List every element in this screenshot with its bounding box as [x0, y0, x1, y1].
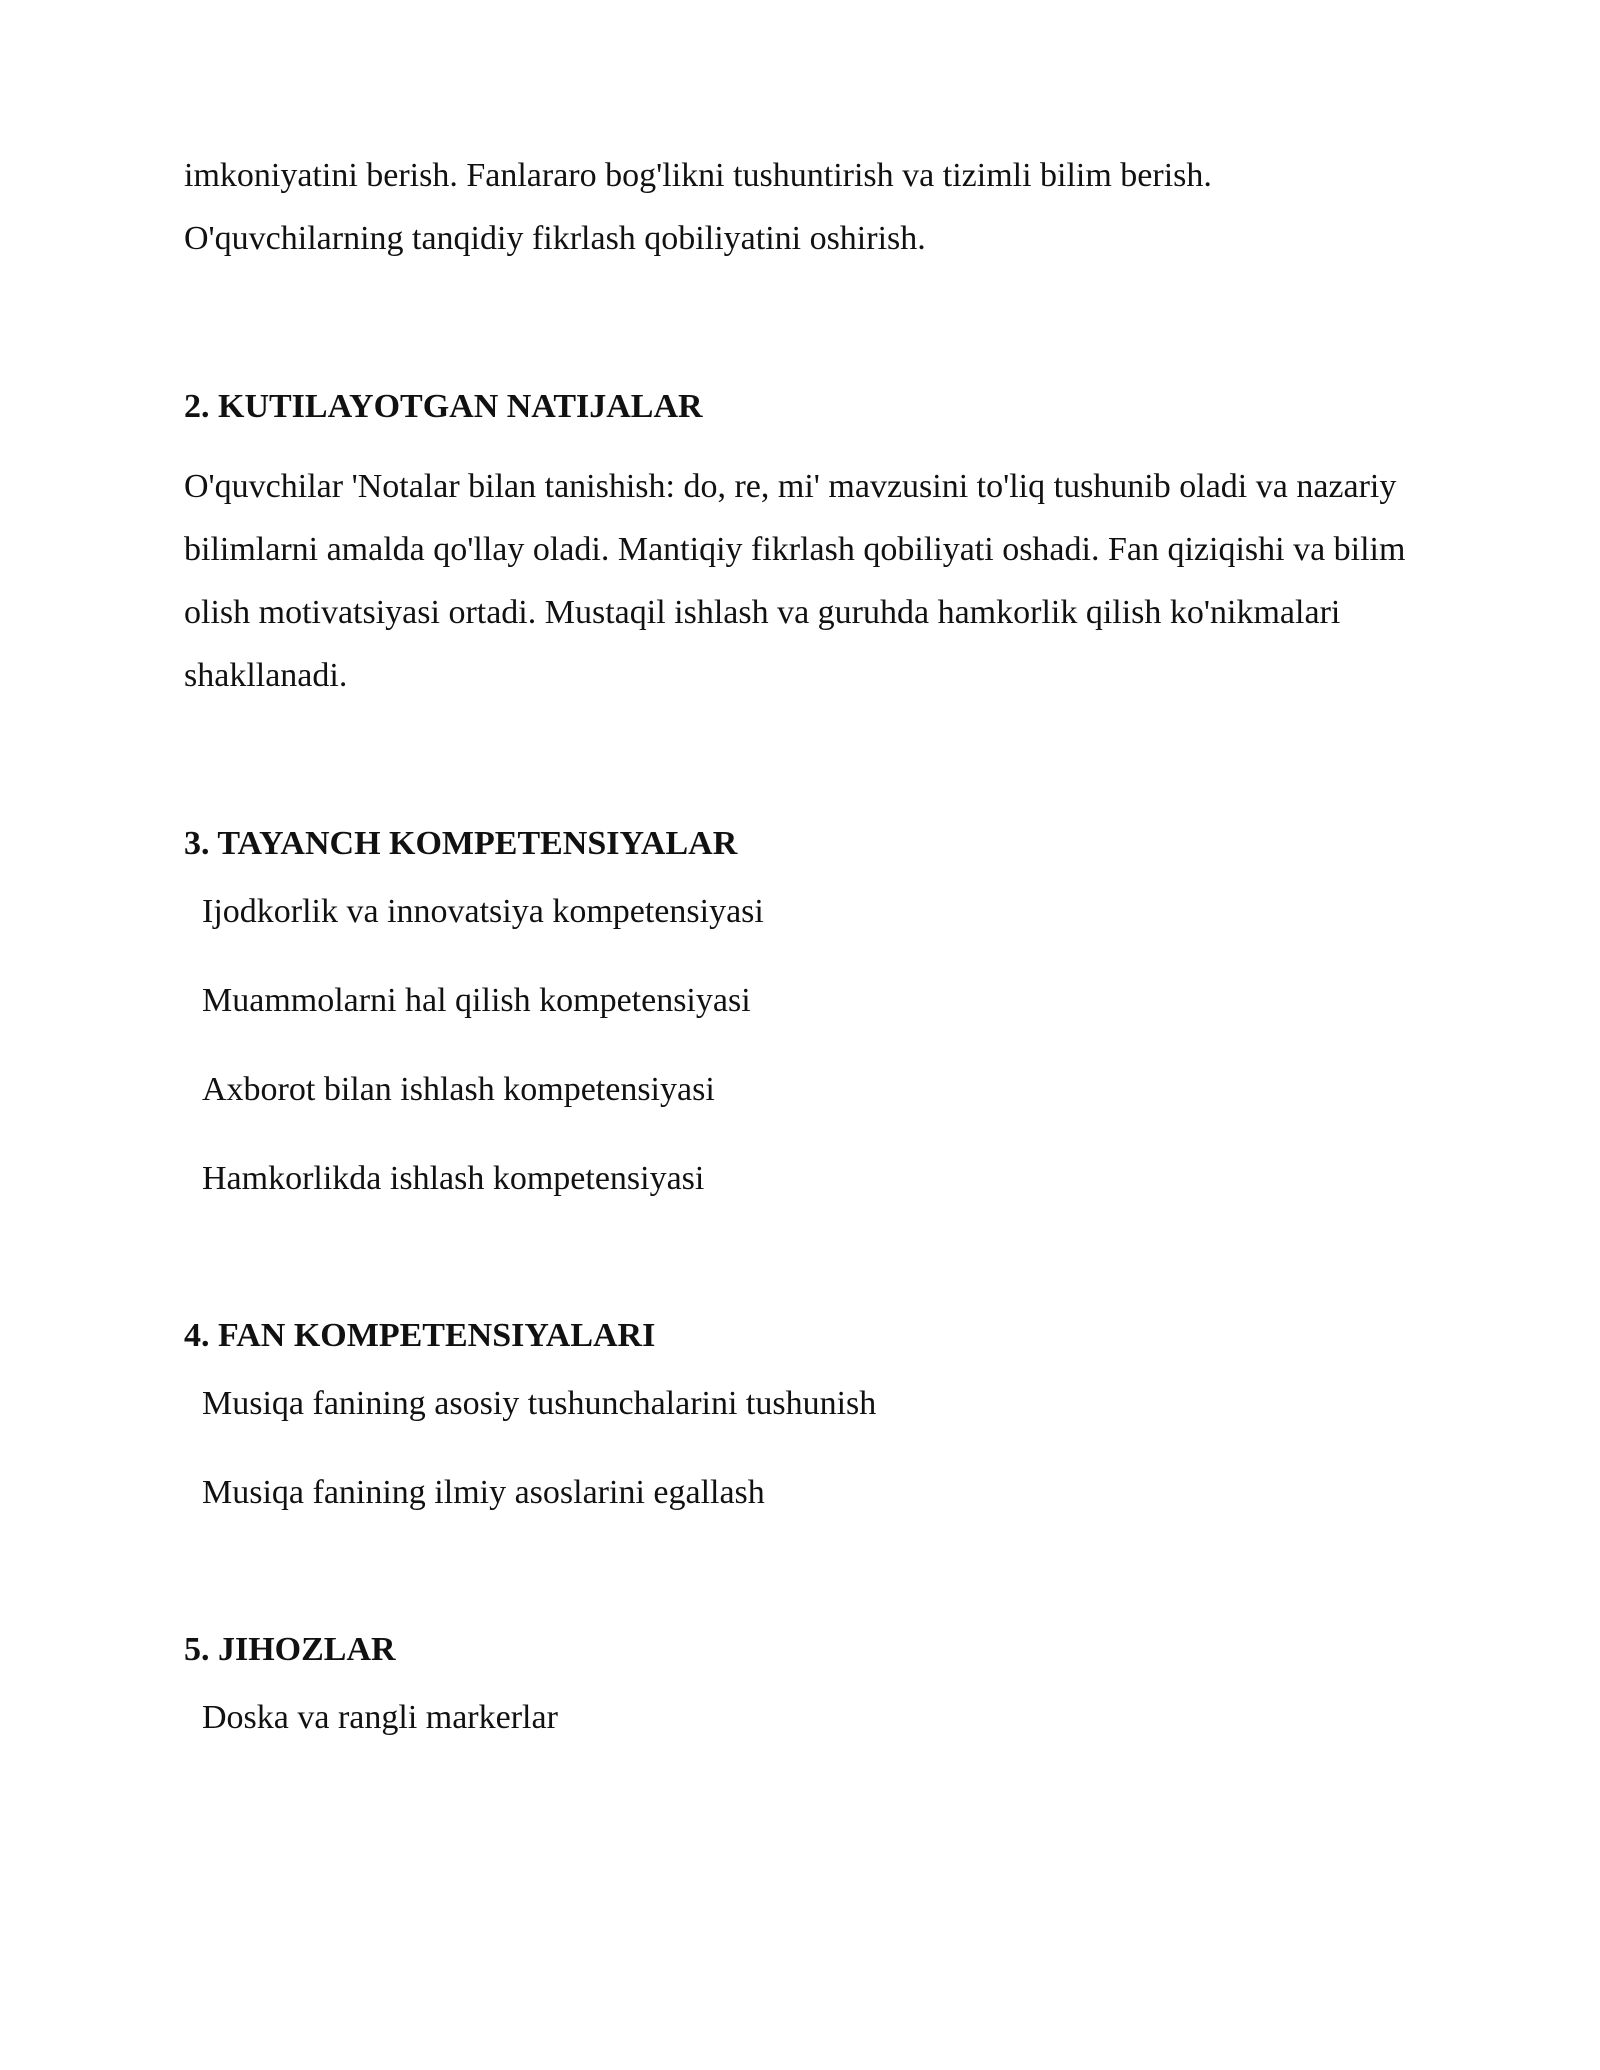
list-item: Musiqa fanining ilmiy asoslarini egallash — [202, 1474, 765, 1511]
section-heading: 4. FAN KOMPETENSIYALARI — [184, 1317, 656, 1354]
intro-paragraph — [184, 144, 1424, 270]
section-heading: 3. TAYANCH KOMPETENSIYALAR — [184, 825, 738, 862]
section-expected-results — [184, 387, 1424, 707]
subject-competencies-list — [184, 1384, 1424, 1513]
core-competencies-list — [184, 892, 1424, 1199]
section-equipment — [184, 1630, 1424, 1738]
section-heading: 2. KUTILAYOTGAN NATIJALAR — [184, 388, 703, 425]
list-item: Axborot bilan ishlash kompetensiyasi — [202, 1071, 715, 1108]
equipment-list — [184, 1698, 1424, 1738]
section-core-competencies — [184, 824, 1424, 1199]
list-item: Doska va rangli markerlar — [202, 1699, 558, 1736]
intro-line-2: O'quvchilarning tanqidiy fikrlash qobiliyatini oshirish. — [184, 220, 926, 257]
list-item: Musiqa fanining asosiy tushunchalarini tushunish — [202, 1385, 877, 1422]
section-subject-competencies — [184, 1316, 1424, 1513]
document-content — [184, 144, 1424, 1738]
intro-line-1: imkoniyatini berish. Fanlararo bog'likni tushuntirish va tizimli bilim berish. — [184, 157, 1212, 194]
expected-results-paragraph: O'quvchilar 'Notalar bilan tanishish: do, re, mi' mavzusini to'liq tushunib oladi va nazariy bilimlarni amalda qo'llay oladi. Mantiqiy fikrlash qobiliyati oshadi. Fan qiziqishi va bilim olish motivatsiyasi ortadi. Mustaqil ishlash va guruhda hamkorlik qilish ko'nikmalari shakllanadi. — [184, 468, 1406, 694]
list-item: Ijodkorlik va innovatsiya kompetensiyasi — [202, 893, 764, 930]
section-heading: 5. JIHOZLAR — [184, 1631, 396, 1668]
list-item: Hamkorlikda ishlash kompetensiyasi — [202, 1160, 705, 1197]
list-item: Muammolarni hal qilish kompetensiyasi — [202, 982, 751, 1019]
